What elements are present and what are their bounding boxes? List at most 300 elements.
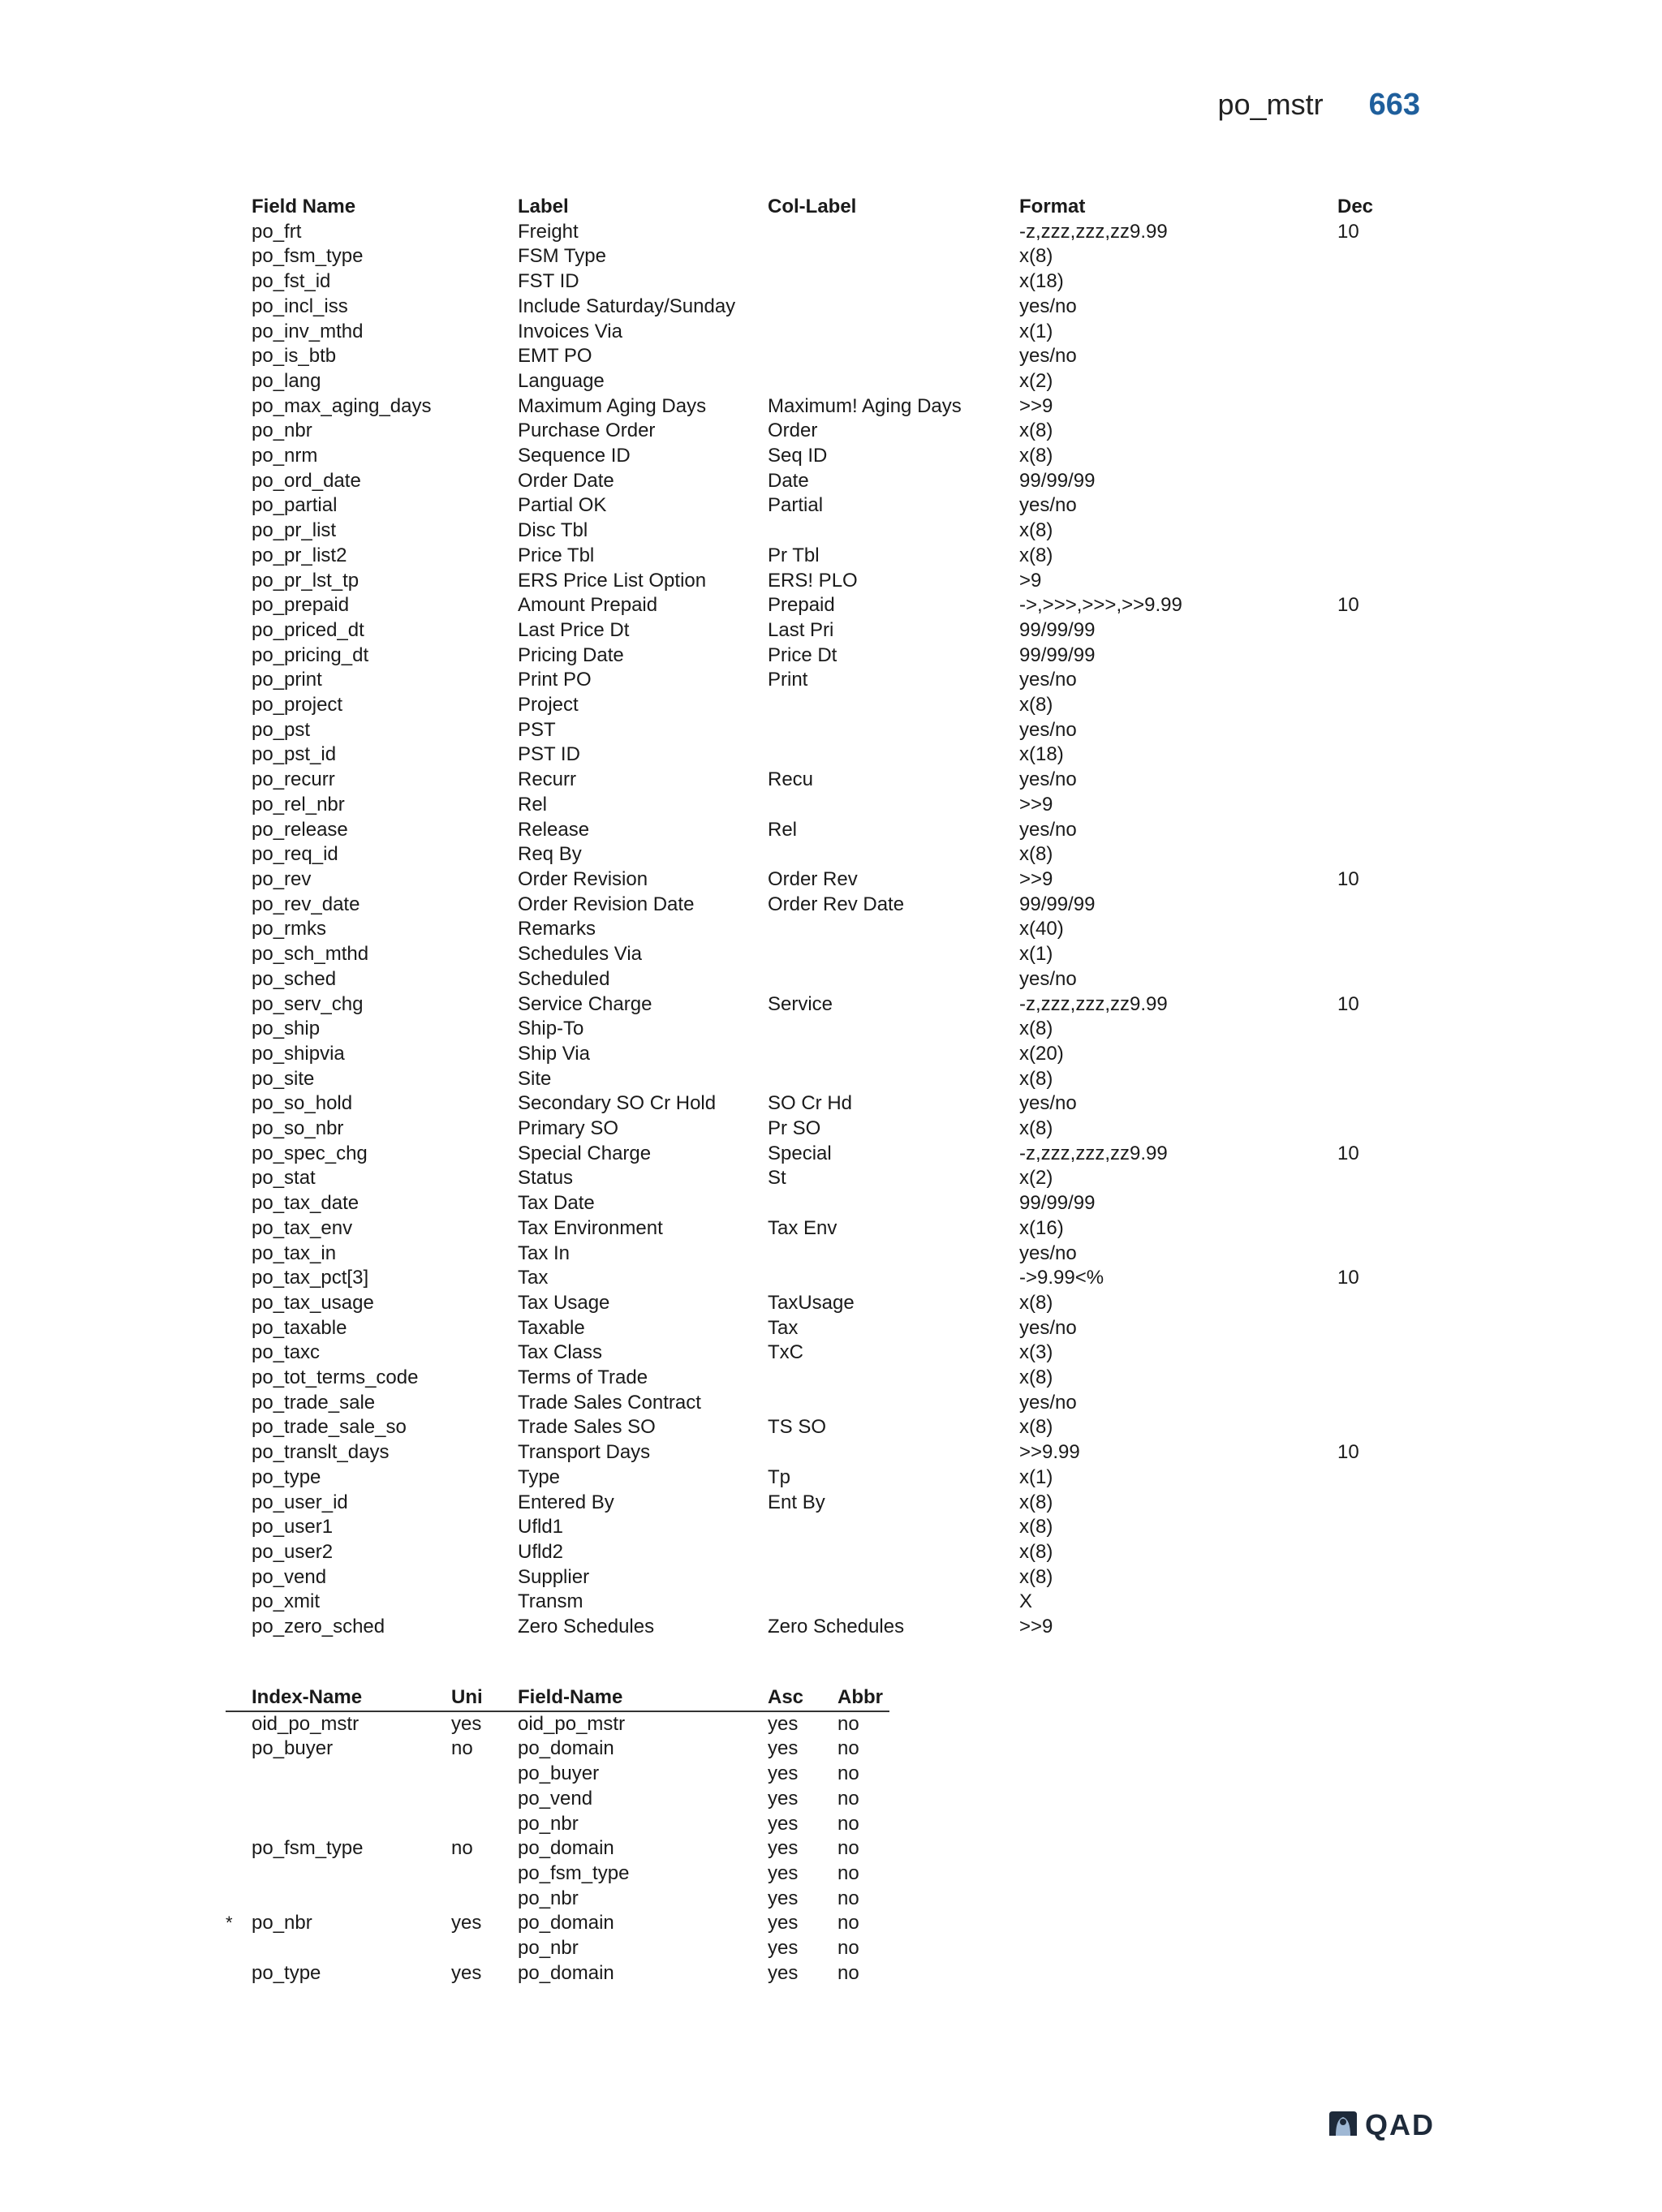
dec-cell xyxy=(1337,1067,1419,1092)
index-field-name-cell: po_nbr xyxy=(518,1887,579,1909)
label-cell: Print PO xyxy=(518,669,592,691)
col-label-cell: SO Cr Hd xyxy=(768,1092,853,1115)
column-header-uni: Uni xyxy=(451,1686,483,1708)
label-cell: Maximum Aging Days xyxy=(518,394,707,417)
format-cell: yes/no xyxy=(1019,1316,1077,1339)
table-row xyxy=(252,419,1419,444)
table-row xyxy=(252,1042,1419,1067)
primary-index-marker xyxy=(226,1887,252,1912)
column-header-dec: Dec xyxy=(1337,196,1374,217)
fields-table-body xyxy=(252,220,1419,1640)
label-cell: Trade Sales SO xyxy=(518,1416,656,1439)
col-label-cell xyxy=(768,344,1019,369)
col-label-cell: ERS! PLO xyxy=(768,569,858,592)
format-cell: yes/no xyxy=(1019,669,1077,691)
table-row xyxy=(252,1491,1419,1516)
qad-logo xyxy=(1328,2108,1435,2142)
col-label-cell xyxy=(768,369,1019,394)
index-table-body xyxy=(226,1711,889,1986)
table-row xyxy=(252,693,1419,718)
label-cell: Service Charge xyxy=(518,992,652,1015)
table-row xyxy=(252,643,1419,669)
format-cell: yes/no xyxy=(1019,494,1077,517)
primary-index-marker xyxy=(226,1861,252,1887)
field-name-cell: po_tot_terms_code xyxy=(252,1366,419,1389)
label-cell: Secondary SO Cr Hold xyxy=(518,1092,717,1115)
label-cell: Transport Days xyxy=(518,1441,651,1464)
dec-cell xyxy=(1337,1091,1419,1117)
dec-cell xyxy=(1337,1491,1419,1516)
format-cell: yes/no xyxy=(1019,818,1077,841)
column-header-label: Label xyxy=(518,196,569,217)
fields-table xyxy=(252,195,1419,1640)
format-cell: x(8) xyxy=(1019,1491,1053,1513)
abbr-cell: no xyxy=(837,1837,859,1860)
unique-cell: no xyxy=(451,1837,473,1860)
format-cell: yes/no xyxy=(1019,345,1077,368)
col-label-cell: Pr Tbl xyxy=(768,544,820,566)
table-row xyxy=(252,519,1419,544)
col-label-cell xyxy=(768,1242,1019,1267)
table-row xyxy=(226,1861,889,1887)
asc-cell: yes xyxy=(768,1912,799,1934)
label-cell: Zero Schedules xyxy=(518,1616,655,1638)
table-row xyxy=(226,1812,889,1837)
format-cell: x(8) xyxy=(1019,1540,1053,1563)
format-cell: -z,zzz,zzz,zz9.99 xyxy=(1019,992,1168,1015)
format-cell: x(8) xyxy=(1019,1416,1053,1439)
format-cell: x(8) xyxy=(1019,1366,1053,1389)
dec-cell xyxy=(1337,893,1419,918)
format-cell: x(2) xyxy=(1019,369,1053,392)
label-cell: FST ID xyxy=(518,270,579,293)
table-row xyxy=(252,444,1419,469)
table-row xyxy=(252,1166,1419,1191)
abbr-cell: no xyxy=(837,1712,859,1735)
label-cell: Primary SO xyxy=(518,1117,619,1140)
label-cell: Pricing Date xyxy=(518,643,624,666)
table-row xyxy=(252,1316,1419,1341)
unique-cell xyxy=(451,1787,518,1812)
format-cell: x(18) xyxy=(1019,270,1064,293)
table-row xyxy=(252,742,1419,768)
dec-cell xyxy=(1337,1291,1419,1316)
dec-cell xyxy=(1337,519,1419,544)
col-label-cell: Maximum! Aging Days xyxy=(768,394,962,417)
field-name-cell: po_rev_date xyxy=(252,893,360,915)
index-name-cell: po_fsm_type xyxy=(252,1837,364,1860)
asc-cell: yes xyxy=(768,1837,799,1860)
table-row xyxy=(252,1615,1419,1640)
table-row xyxy=(252,369,1419,394)
label-cell: Price Tbl xyxy=(518,544,595,566)
abbr-cell: no xyxy=(837,1762,859,1785)
dec-cell xyxy=(1337,1042,1419,1067)
unique-cell: no xyxy=(451,1737,473,1760)
column-header-asc: Asc xyxy=(768,1686,804,1708)
format-cell: x(3) xyxy=(1019,1341,1053,1364)
primary-index-marker xyxy=(226,1787,252,1812)
col-label-cell: Rel xyxy=(768,818,798,841)
field-name-cell: po_incl_iss xyxy=(252,295,348,317)
table-row xyxy=(252,1440,1419,1465)
format-cell: x(20) xyxy=(1019,1042,1064,1065)
label-cell: Project xyxy=(518,694,579,717)
primary-index-marker xyxy=(226,1961,252,1986)
index-name-cell xyxy=(252,1787,451,1812)
dec-cell xyxy=(1337,1242,1419,1267)
column-header-primary-marker xyxy=(226,1685,252,1711)
field-name-cell: po_req_id xyxy=(252,843,338,866)
format-cell: x(16) xyxy=(1019,1216,1064,1239)
field-name-cell: po_trade_sale_so xyxy=(252,1416,407,1439)
index-field-name-cell: oid_po_mstr xyxy=(518,1712,626,1735)
label-cell: Remarks xyxy=(518,918,596,940)
col-label-cell xyxy=(768,742,1019,768)
dec-cell xyxy=(1337,419,1419,444)
table-row xyxy=(252,320,1419,345)
col-label-cell xyxy=(768,1042,1019,1067)
table-row xyxy=(252,544,1419,569)
label-cell: Status xyxy=(518,1167,574,1190)
unique-cell xyxy=(451,1861,518,1887)
field-name-cell: po_print xyxy=(252,669,322,691)
index-name-cell xyxy=(252,1887,451,1912)
abbr-cell: no xyxy=(837,1887,859,1909)
dec-cell xyxy=(1337,244,1419,269)
format-cell: >>9 xyxy=(1019,867,1053,890)
format-cell: yes/no xyxy=(1019,768,1077,791)
table-row xyxy=(252,718,1419,743)
index-name-cell xyxy=(252,1762,451,1787)
dec-cell xyxy=(1337,1216,1419,1242)
table-row xyxy=(226,1887,889,1912)
index-name-cell xyxy=(252,1936,451,1961)
col-label-cell xyxy=(768,1067,1019,1092)
table-row xyxy=(252,220,1419,245)
label-cell: Supplier xyxy=(518,1565,590,1588)
col-label-cell: Order xyxy=(768,420,818,442)
format-cell: >>9.99 xyxy=(1019,1441,1080,1464)
dec-cell xyxy=(1337,1191,1419,1216)
table-row xyxy=(252,967,1419,992)
format-cell: x(1) xyxy=(1019,943,1053,966)
index-field-name-cell: po_buyer xyxy=(518,1762,600,1785)
field-name-cell: po_spec_chg xyxy=(252,1142,368,1164)
field-name-cell: po_max_aging_days xyxy=(252,394,432,417)
format-cell: 99/99/99 xyxy=(1019,1192,1096,1215)
dec-cell xyxy=(1337,917,1419,942)
field-name-cell: po_rev xyxy=(252,867,312,890)
label-cell: Release xyxy=(518,818,590,841)
dec-cell: 10 xyxy=(1337,594,1359,617)
col-label-cell xyxy=(768,793,1019,818)
format-cell: x(1) xyxy=(1019,320,1053,342)
field-name-cell: po_is_btb xyxy=(252,345,337,368)
dec-cell xyxy=(1337,1590,1419,1615)
label-cell: Sequence ID xyxy=(518,445,631,467)
col-label-cell xyxy=(768,1391,1019,1416)
dec-cell xyxy=(1337,544,1419,569)
col-label-cell: TS SO xyxy=(768,1416,827,1439)
table-row xyxy=(252,1291,1419,1316)
dec-cell xyxy=(1337,1166,1419,1191)
dec-cell xyxy=(1337,1465,1419,1491)
table-row xyxy=(252,1117,1419,1142)
dec-cell xyxy=(1337,643,1419,669)
field-name-cell: po_translt_days xyxy=(252,1441,390,1464)
asc-cell: yes xyxy=(768,1887,799,1909)
table-row xyxy=(226,1787,889,1812)
format-cell: x(8) xyxy=(1019,519,1053,542)
table-row xyxy=(226,1836,889,1861)
abbr-cell: no xyxy=(837,1861,859,1884)
field-name-cell: po_tax_in xyxy=(252,1242,337,1264)
format-cell: x(40) xyxy=(1019,918,1064,940)
dec-cell xyxy=(1337,469,1419,494)
col-label-cell xyxy=(768,269,1019,295)
label-cell: Freight xyxy=(518,220,579,243)
dec-cell: 10 xyxy=(1337,220,1359,243)
label-cell: Terms of Trade xyxy=(518,1366,648,1389)
dec-cell xyxy=(1337,493,1419,519)
col-label-cell xyxy=(768,1017,1019,1042)
col-label-cell: Print xyxy=(768,669,808,691)
col-label-cell xyxy=(768,1515,1019,1540)
dec-cell: 10 xyxy=(1337,867,1359,890)
index-field-name-cell: po_nbr xyxy=(518,1812,579,1835)
abbr-cell: no xyxy=(837,1812,859,1835)
field-name-cell: po_site xyxy=(252,1067,315,1090)
field-name-cell: po_trade_sale xyxy=(252,1391,376,1414)
dec-cell xyxy=(1337,1540,1419,1565)
label-cell: Tax Date xyxy=(518,1192,595,1215)
index-name-cell xyxy=(252,1861,451,1887)
field-name-cell: po_pr_lst_tp xyxy=(252,569,360,592)
field-name-cell: po_sch_mthd xyxy=(252,943,369,966)
label-cell: Entered By xyxy=(518,1491,614,1513)
table-row xyxy=(252,593,1419,618)
index-name-cell: oid_po_mstr xyxy=(252,1712,360,1735)
abbr-cell: no xyxy=(837,1912,859,1934)
table-row xyxy=(252,842,1419,867)
table-row xyxy=(252,1515,1419,1540)
table-row xyxy=(252,867,1419,893)
dec-cell xyxy=(1337,394,1419,420)
field-name-cell: po_fst_id xyxy=(252,270,331,293)
format-cell: >>9 xyxy=(1019,394,1053,417)
field-name-cell: po_recurr xyxy=(252,768,335,791)
format-cell: x(8) xyxy=(1019,1018,1053,1040)
col-label-cell xyxy=(768,718,1019,743)
table-row xyxy=(252,768,1419,793)
field-name-cell: po_user2 xyxy=(252,1540,334,1563)
index-field-name-cell: po_vend xyxy=(518,1787,593,1810)
column-header-field-name: Field Name xyxy=(252,196,356,217)
field-name-cell: po_taxable xyxy=(252,1316,347,1339)
col-label-cell: Service xyxy=(768,992,833,1015)
format-cell: x(8) xyxy=(1019,843,1053,866)
col-label-cell xyxy=(768,942,1019,967)
table-row xyxy=(252,1540,1419,1565)
col-label-cell: Partial xyxy=(768,494,824,517)
field-name-cell: po_priced_dt xyxy=(252,618,364,641)
dec-cell xyxy=(1337,742,1419,768)
column-header-abbr: Abbr xyxy=(837,1686,883,1708)
field-name-cell: po_vend xyxy=(252,1565,327,1588)
table-row xyxy=(226,1711,889,1737)
col-label-cell: Date xyxy=(768,469,809,492)
col-label-cell xyxy=(768,519,1019,544)
table-row xyxy=(252,1366,1419,1391)
table-row xyxy=(252,1565,1419,1590)
label-cell: ERS Price List Option xyxy=(518,569,707,592)
qad-logo-icon xyxy=(1328,2110,1358,2141)
column-header-index-field-name: Field-Name xyxy=(518,1686,623,1708)
col-label-cell xyxy=(768,1440,1019,1465)
col-label-cell xyxy=(768,1565,1019,1590)
format-cell: x(8) xyxy=(1019,1565,1053,1588)
label-cell: Invoices Via xyxy=(518,320,622,342)
field-name-cell: po_pst_id xyxy=(252,743,337,766)
dec-cell xyxy=(1337,1615,1419,1640)
asc-cell: yes xyxy=(768,1762,799,1785)
table-row xyxy=(252,1266,1419,1291)
format-cell: x(8) xyxy=(1019,544,1053,566)
unique-cell xyxy=(451,1812,518,1837)
format-cell: x(8) xyxy=(1019,245,1053,268)
col-label-cell xyxy=(768,1540,1019,1565)
col-label-cell xyxy=(768,917,1019,942)
asc-cell: yes xyxy=(768,1812,799,1835)
index-field-name-cell: po_domain xyxy=(518,1737,614,1760)
label-cell: Last Price Dt xyxy=(518,618,630,641)
label-cell: Tax Class xyxy=(518,1341,603,1364)
table-name-title: po_mstr xyxy=(1217,88,1324,121)
unique-cell: yes xyxy=(451,1961,482,1984)
index-name-cell: po_buyer xyxy=(252,1737,334,1760)
format-cell: >>9 xyxy=(1019,793,1053,816)
abbr-cell: no xyxy=(837,1937,859,1960)
col-label-cell xyxy=(768,1590,1019,1615)
dec-cell xyxy=(1337,693,1419,718)
index-table xyxy=(226,1685,889,1986)
dec-cell xyxy=(1337,320,1419,345)
table-row xyxy=(252,1590,1419,1615)
label-cell: EMT PO xyxy=(518,345,592,368)
table-row xyxy=(252,469,1419,494)
abbr-cell: no xyxy=(837,1787,859,1810)
field-name-cell: po_type xyxy=(252,1465,321,1488)
col-label-cell xyxy=(768,295,1019,320)
table-row xyxy=(252,1142,1419,1167)
format-cell: ->9.99<% xyxy=(1019,1267,1104,1289)
asc-cell: yes xyxy=(768,1712,799,1735)
dec-cell xyxy=(1337,818,1419,843)
field-name-cell: po_user1 xyxy=(252,1516,334,1539)
dec-cell xyxy=(1337,842,1419,867)
label-cell: Ufld2 xyxy=(518,1540,564,1563)
primary-index-marker xyxy=(226,1762,252,1787)
label-cell: Amount Prepaid xyxy=(518,594,658,617)
fields-header-row xyxy=(252,195,1419,220)
format-cell: x(8) xyxy=(1019,1291,1053,1314)
dec-cell xyxy=(1337,1316,1419,1341)
table-row xyxy=(252,1067,1419,1092)
col-label-cell xyxy=(768,967,1019,992)
col-label-cell xyxy=(768,1191,1019,1216)
label-cell: Ship Via xyxy=(518,1042,590,1065)
field-name-cell: po_lang xyxy=(252,369,321,392)
label-cell: Order Date xyxy=(518,469,614,492)
col-label-cell: Tax xyxy=(768,1316,799,1339)
page-number: 663 xyxy=(1368,88,1420,122)
label-cell: Special Charge xyxy=(518,1142,652,1164)
dec-cell xyxy=(1337,1117,1419,1142)
table-row xyxy=(252,394,1419,420)
table-row xyxy=(252,344,1419,369)
field-name-cell: po_rel_nbr xyxy=(252,793,345,816)
table-row xyxy=(252,244,1419,269)
format-cell: ->,>>>,>>>,>>9.99 xyxy=(1019,594,1182,617)
table-row xyxy=(252,1091,1419,1117)
col-label-cell: Price Dt xyxy=(768,643,837,666)
col-label-cell: Special xyxy=(768,1142,832,1164)
col-label-cell: Prepaid xyxy=(768,594,835,617)
label-cell: PST ID xyxy=(518,743,580,766)
table-row xyxy=(252,818,1419,843)
dec-cell xyxy=(1337,1391,1419,1416)
primary-index-marker: * xyxy=(226,1913,233,1934)
dec-cell xyxy=(1337,1017,1419,1042)
dec-cell xyxy=(1337,768,1419,793)
table-row xyxy=(252,793,1419,818)
field-name-cell: po_tax_date xyxy=(252,1192,360,1215)
field-name-cell: po_zero_sched xyxy=(252,1616,385,1638)
label-cell: Disc Tbl xyxy=(518,519,588,542)
index-field-name-cell: po_domain xyxy=(518,1837,614,1860)
label-cell: Partial OK xyxy=(518,494,607,517)
table-row xyxy=(252,1465,1419,1491)
dec-cell: 10 xyxy=(1337,1267,1359,1289)
field-name-cell: po_sched xyxy=(252,967,337,990)
index-name-cell: po_type xyxy=(252,1961,321,1984)
field-name-cell: po_nrm xyxy=(252,445,318,467)
label-cell: Rel xyxy=(518,793,548,816)
asc-cell: yes xyxy=(768,1937,799,1960)
col-label-cell xyxy=(768,693,1019,718)
dec-cell: 10 xyxy=(1337,1441,1359,1464)
label-cell: Ufld1 xyxy=(518,1516,564,1539)
label-cell: Type xyxy=(518,1465,561,1488)
dec-cell xyxy=(1337,1341,1419,1366)
qad-logo-text: QAD xyxy=(1365,2108,1435,2141)
col-label-cell: TaxUsage xyxy=(768,1291,855,1314)
label-cell: Site xyxy=(518,1067,552,1090)
table-row xyxy=(252,269,1419,295)
label-cell: Ship-To xyxy=(518,1018,584,1040)
dec-cell xyxy=(1337,569,1419,594)
format-cell: -z,zzz,zzz,zz9.99 xyxy=(1019,1142,1168,1164)
field-name-cell: po_ord_date xyxy=(252,469,361,492)
label-cell: PST xyxy=(518,718,556,741)
col-label-cell: Order Rev Date xyxy=(768,893,905,915)
col-label-cell: Zero Schedules xyxy=(768,1616,905,1638)
field-name-cell: po_ship xyxy=(252,1018,321,1040)
asc-cell: yes xyxy=(768,1787,799,1810)
table-row xyxy=(252,917,1419,942)
index-field-name-cell: po_domain xyxy=(518,1961,614,1984)
